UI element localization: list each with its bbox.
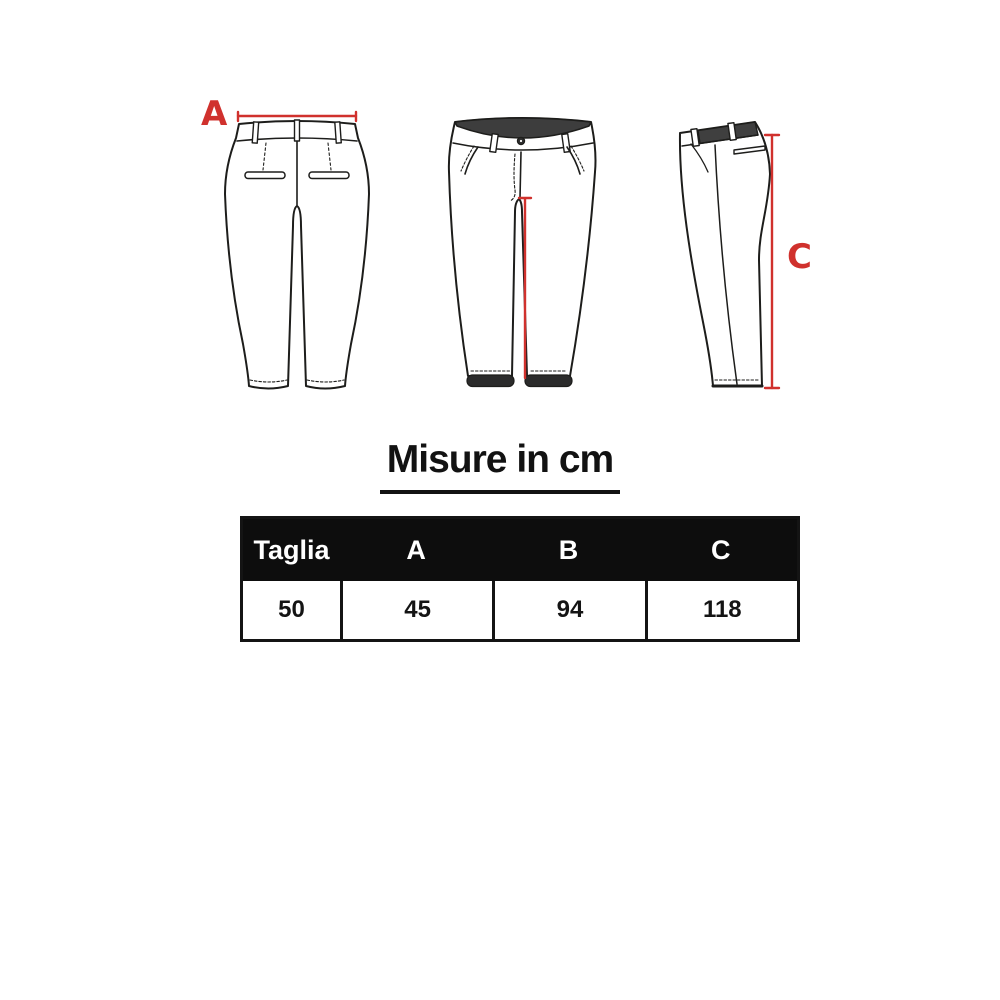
- value-cell-taglia: 50: [278, 596, 305, 623]
- pants-side-view-drawing: [665, 112, 780, 400]
- belt-loop-icon: [295, 120, 300, 141]
- value-cell-c: 118: [645, 581, 797, 639]
- measure-label-a: A: [201, 94, 228, 134]
- page-title: Misure in cm: [386, 438, 614, 481]
- pants-side-view-svg: [665, 112, 780, 400]
- button-icon-center: [520, 140, 522, 142]
- fly-seam: [520, 152, 521, 198]
- dark-hem-left: [467, 375, 514, 387]
- title-underline: [380, 490, 620, 494]
- header-cell-c: C: [711, 534, 731, 565]
- value-cell-b: 94: [492, 581, 644, 639]
- header-cell-taglia: Taglia: [253, 534, 330, 565]
- value-cell-a: 45: [340, 581, 492, 639]
- pants-back-view-drawing: [222, 112, 372, 404]
- header-cell-a: A: [406, 534, 426, 565]
- back-pocket-right: [309, 172, 349, 179]
- belt-loop-icon: [335, 122, 341, 143]
- belt-loop-icon: [252, 122, 258, 143]
- pants-front-view-drawing: [445, 110, 600, 402]
- side-silhouette: [680, 122, 770, 386]
- pants-back-view-svg: [222, 112, 372, 404]
- dark-hem-right: [525, 375, 572, 387]
- back-pocket-left: [245, 172, 285, 179]
- size-table-header-row: [243, 519, 797, 581]
- header-cell-b: B: [558, 534, 579, 565]
- size-table: [240, 516, 800, 642]
- size-table-data-row: [243, 581, 797, 639]
- pants-front-view-svg: [445, 110, 600, 402]
- measure-label-c: C: [787, 237, 812, 277]
